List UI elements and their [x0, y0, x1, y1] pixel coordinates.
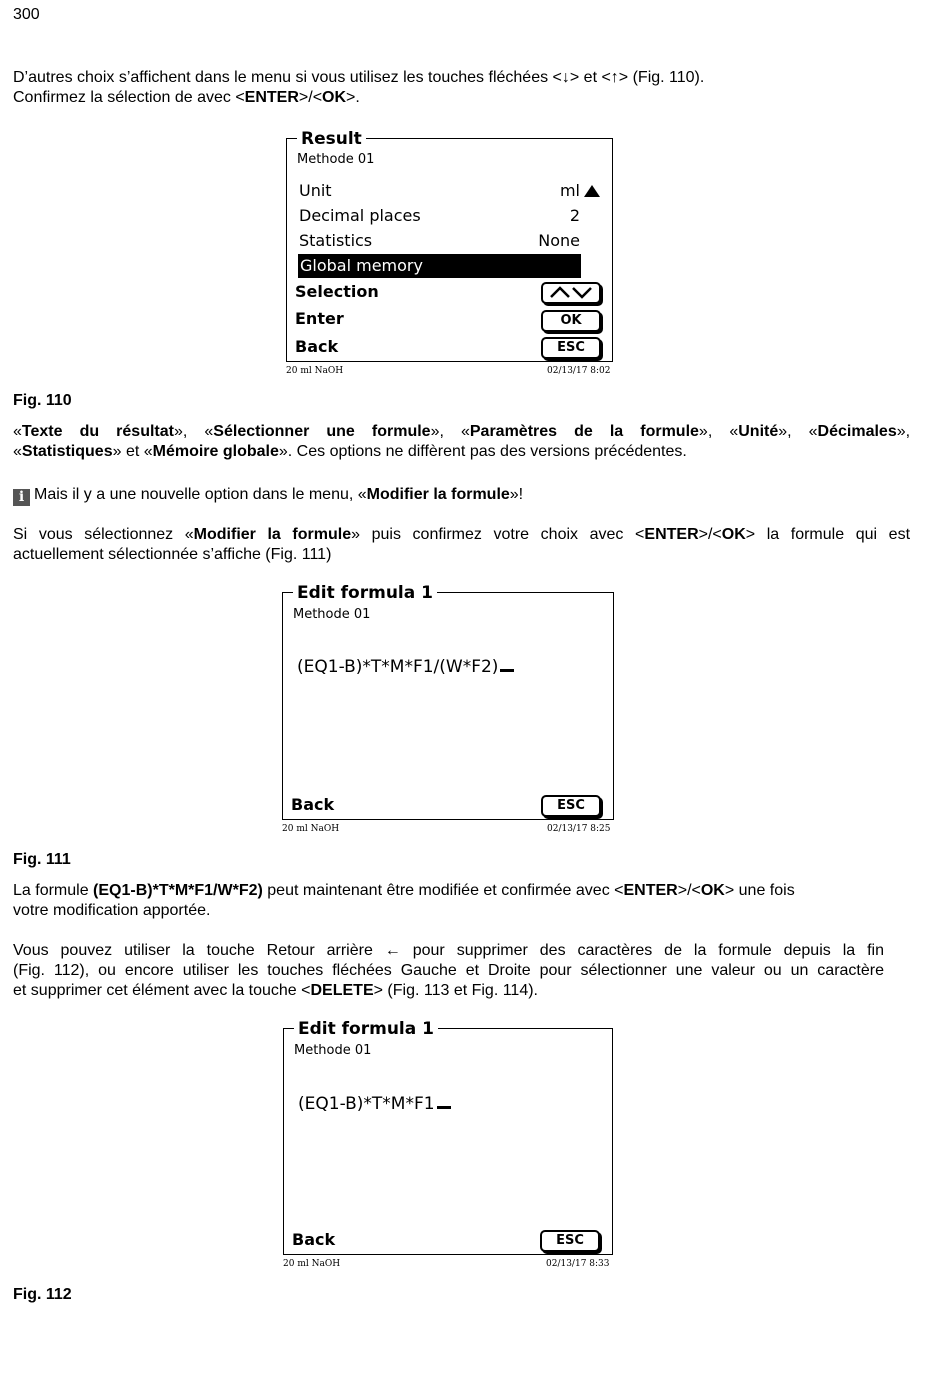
- footer-right: 02/13/17 8:25: [547, 824, 611, 834]
- edit-formula-screen-1: [282, 583, 614, 820]
- info-note: i Mais il y a une nouvelle option dans le menu, «Modifier la formule»!: [13, 485, 910, 506]
- footer-left: 20 ml NaOH: [283, 1259, 341, 1269]
- formula-field[interactable]: (EQ1-B)*T*M*F1: [298, 1093, 451, 1115]
- paragraph-options-line-2: «Statistiques» et «Mémoire globale». Ces options ne diffèrent pas des versions précédentes.: [13, 443, 687, 460]
- paragraph-edit-line-2: actuellement sélectionnée s’affiche (Fig. 111): [13, 546, 332, 563]
- info-icon: i: [13, 489, 30, 506]
- screen-title: Edit formula 1: [293, 584, 437, 602]
- statistics-label: Statistics: [299, 231, 373, 250]
- unit-label: Unit: [299, 181, 332, 200]
- paragraph-edit-line-1: Si vous sélectionnez «Modifier la formule» puis confirmez votre choix avec <ENTER>/<OK> la formule qui est: [13, 526, 911, 543]
- fig-110-caption: Fig. 110: [13, 392, 72, 409]
- global-memory-item[interactable]: Global memory: [298, 254, 581, 278]
- footer-left: 20 ml NaOH: [282, 824, 340, 834]
- esc-key[interactable]: ESC: [541, 795, 601, 817]
- footer-left: 20 ml NaOH: [286, 366, 344, 376]
- formula-field[interactable]: (EQ1-B)*T*M*F1/(W*F2): [297, 656, 514, 678]
- paragraph-options-line-1: «Texte du résultat», «Sélectionner une formule», «Paramètres de la formule», «Unité», «Décimales»,: [13, 423, 911, 440]
- enter-label: Enter: [295, 309, 344, 328]
- intro-line-2: Confirmez la sélection de avec <ENTER>/<OK>.: [13, 89, 360, 106]
- unit-value: ml: [559, 181, 580, 200]
- up-down-arrows-icon: [543, 284, 599, 302]
- esc-key[interactable]: ESC: [540, 1230, 600, 1252]
- statistics-value: None: [538, 231, 580, 250]
- text-cursor: [500, 669, 514, 672]
- method-name: Methode 01: [294, 1043, 372, 1058]
- back-label: Back: [295, 337, 339, 356]
- screen-title: Result: [297, 130, 366, 148]
- intro-line-1: D’autres choix s’affichent dans le menu si vous utilisez les touches fléchées <↓> et <↑> (Fig. 110).: [13, 69, 705, 86]
- fig-112-caption: Fig. 112: [13, 1286, 72, 1303]
- method-name: Methode 01: [293, 607, 371, 622]
- up-down-key[interactable]: [541, 282, 601, 304]
- paragraph-backspace-line-2: (Fig. 112), ou encore utiliser les touches fléchées Gauche et Droite pour sélectionner une valeur ou un caractère: [13, 962, 884, 979]
- selection-label: Selection: [295, 282, 379, 301]
- text-cursor: [437, 1106, 451, 1109]
- decimal-places-value: 2: [569, 206, 580, 225]
- result-screen: [286, 129, 613, 362]
- paragraph-confirm-line-2: votre modification apportée.: [13, 902, 211, 919]
- paragraph-backspace-line-3: et supprimer cet élément avec la touche <DELETE> (Fig. 113 et Fig. 114).: [13, 982, 538, 999]
- esc-key[interactable]: ESC: [541, 337, 601, 359]
- paragraph-backspace-line-1: Vous pouvez utiliser la touche Retour arrière ← pour supprimer des caractères de la formule depuis la fin: [13, 942, 884, 959]
- edit-formula-screen-2: [283, 1019, 613, 1255]
- fig-111-caption: Fig. 111: [13, 851, 71, 868]
- paragraph-confirm-line-1: La formule (EQ1-B)*T*M*F1/W*F2) peut maintenant être modifiée et confirmée avec <ENTER>/<OK> une fois: [13, 882, 795, 899]
- footer-right: 02/13/17 8:02: [547, 366, 611, 376]
- back-label: Back: [291, 795, 335, 814]
- ok-key[interactable]: OK: [541, 310, 601, 332]
- screen-title: Edit formula 1: [294, 1020, 438, 1038]
- page-number: 300: [13, 6, 40, 23]
- decimal-places-label: Decimal places: [299, 206, 421, 225]
- footer-right: 02/13/17 8:33: [546, 1259, 610, 1269]
- scroll-up-icon: [584, 185, 600, 197]
- back-label: Back: [292, 1230, 336, 1249]
- method-name: Methode 01: [297, 152, 375, 167]
